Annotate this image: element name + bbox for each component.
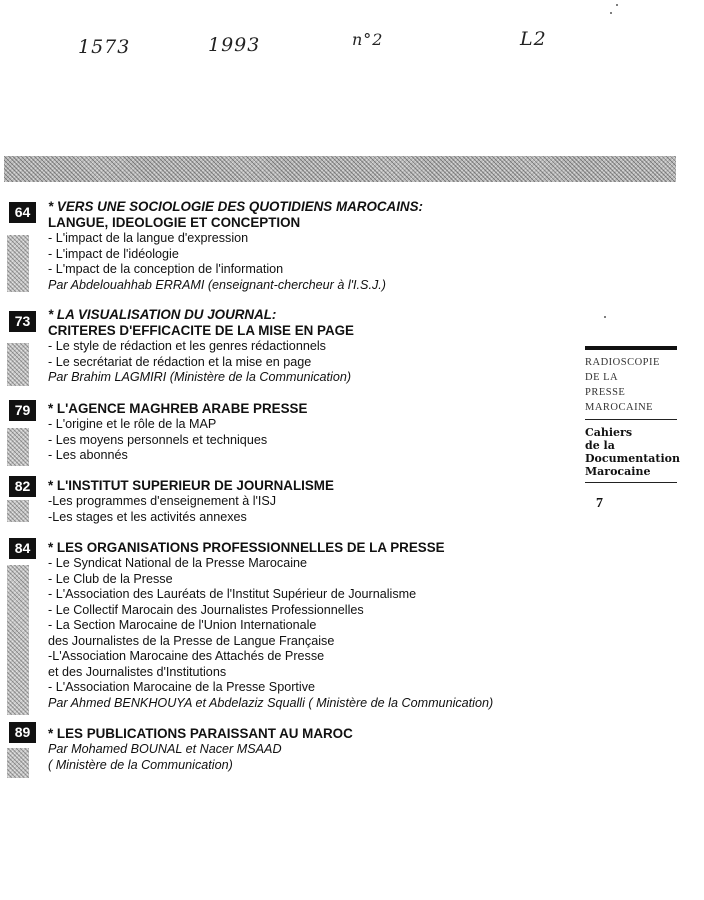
- entry-line: -Les stages et les activités annexes: [48, 509, 247, 524]
- scan-speck: [616, 4, 618, 6]
- toc-entry-82: [48, 478, 528, 525]
- entry-line: - L'impact de l'idéologie: [48, 246, 179, 261]
- hatch-block: [7, 428, 29, 466]
- entry-line: - L'mpact de la conception de l'information: [48, 262, 284, 276]
- page-badge-89: 89: [9, 722, 36, 743]
- entry-line: - Le Syndicat National de la Presse Marocaine: [48, 556, 308, 570]
- toc-entry-84: [48, 540, 528, 711]
- toc-entry-73: [48, 307, 528, 386]
- toc-entry-64: [48, 199, 528, 293]
- entry-author: Par Ahmed BENKHOUYA et Abdelaziz Squalli ( Ministère de la Communication): [48, 695, 494, 710]
- hatch-block: [7, 748, 29, 778]
- masthead-bar: [585, 346, 677, 350]
- entry-author: Par Mohamed BOUNAL et Nacer MSAAD: [48, 742, 282, 756]
- entry-subtitle: LANGUE, IDEOLOGIE ET CONCEPTION: [48, 215, 301, 230]
- page-badge-64: 64: [9, 202, 36, 223]
- entry-line: - L'origine et le rôle de la MAP: [48, 417, 217, 431]
- series-masthead: [585, 346, 681, 489]
- series-title-line: MAROCAINE: [585, 402, 654, 413]
- entry-title: * L'AGENCE MAGHREB ARABE PRESSE: [48, 401, 308, 416]
- entry-title: * LA VISUALISATION DU JOURNAL:: [48, 307, 277, 322]
- entry-author: Par Abdelouahhab ERRAMI (enseignant-chercheur à l'I.S.J.): [48, 277, 386, 292]
- series-title-line: RADIOSCOPIE: [585, 357, 660, 368]
- publication-name-line: Documentation: [585, 452, 681, 465]
- masthead-rule: [585, 419, 677, 420]
- hatch-block: [7, 500, 29, 522]
- page-badge-73: 73: [9, 311, 36, 332]
- entry-line: des Journalistes de la Presse de Langue Française: [48, 633, 335, 648]
- header-band: [4, 156, 676, 182]
- entry-title: * LES PUBLICATIONS PARAISSANT AU MAROC: [48, 726, 353, 741]
- hatch-block: [7, 565, 29, 715]
- page-badge-79: 79: [9, 400, 36, 421]
- toc-entry-89: [48, 726, 528, 773]
- entry-line: - Le style de rédaction et les genres rédactionnels: [48, 339, 326, 353]
- entry-author: ( Ministère de la Communication): [48, 757, 233, 772]
- hatch-block: [7, 235, 29, 292]
- entry-line: - L'impact de la langue d'expression: [48, 231, 249, 245]
- entry-subtitle: CRITERES D'EFFICACITE DE LA MISE EN PAGE: [48, 323, 354, 338]
- entry-line: - La Section Marocaine de l'Union Internationale: [48, 618, 317, 632]
- series-title-line: PRESSE: [585, 387, 626, 398]
- series-title-line: DE LA: [585, 372, 619, 383]
- entry-line: - Le secrétariat de rédaction et la mise en page: [48, 354, 312, 369]
- page-badge-82: 82: [9, 476, 36, 497]
- handwritten-code: 1573: [78, 36, 131, 58]
- masthead-rule: [585, 482, 677, 483]
- entry-line: et des Journalistes d'Institutions: [48, 664, 227, 679]
- entry-line: - Le Collectif Marocain des Journalistes Professionnelles: [48, 602, 364, 617]
- scan-speck: [604, 316, 606, 318]
- entry-line: - Les moyens personnels et techniques: [48, 432, 268, 447]
- publication-name-line: Marocaine: [585, 465, 651, 478]
- toc-entry-79: [48, 401, 528, 464]
- handwritten-issue: n°2: [352, 30, 384, 49]
- hatch-block: [7, 343, 29, 386]
- scan-speck: [610, 12, 612, 14]
- entry-line: - Les abonnés: [48, 448, 128, 462]
- entry-author: Par Brahim LAGMIRI (Ministère de la Communication): [48, 370, 352, 384]
- entry-line: - L'Association Marocaine de la Presse Sportive: [48, 680, 316, 694]
- entry-title: * LES ORGANISATIONS PROFESSIONNELLES DE LA PRESSE: [48, 540, 445, 555]
- entry-line: -Les programmes d'enseignement à l'ISJ: [48, 494, 277, 508]
- handwritten-mark: L2: [520, 28, 547, 50]
- handwritten-year: 1993: [208, 34, 261, 56]
- entry-title: * VERS UNE SOCIOLOGIE DES QUOTIDIENS MAROCAINS:: [48, 199, 423, 214]
- entry-line: - L'Association des Lauréats de l'Institut Supérieur de Journalisme: [48, 587, 417, 601]
- publication-name-line: Cahiers: [585, 426, 633, 439]
- entry-title: * L'INSTITUT SUPERIEUR DE JOURNALISME: [48, 478, 334, 493]
- page-number: 7: [596, 496, 603, 511]
- publication-name-line: de la: [585, 439, 615, 452]
- entry-line: - Le Club de la Presse: [48, 571, 173, 586]
- page-badge-84: 84: [9, 538, 36, 559]
- entry-line: -L'Association Marocaine des Attachés de Presse: [48, 649, 325, 663]
